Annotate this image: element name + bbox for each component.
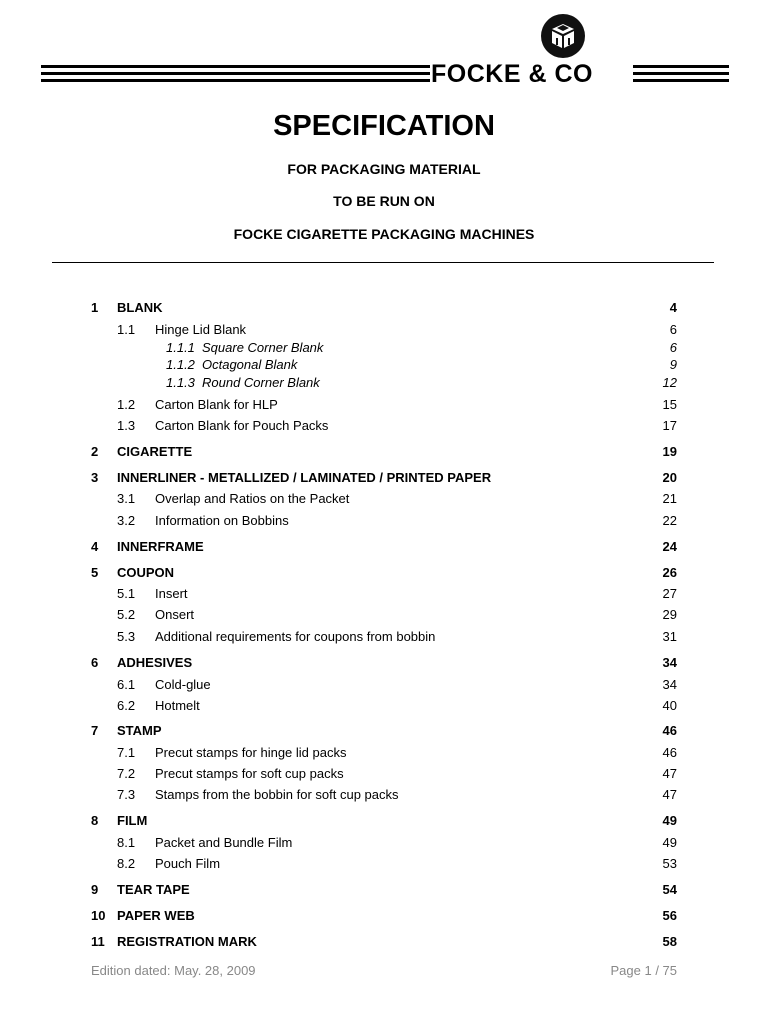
toc-entry[interactable] [0,834,768,852]
toc-entry-title: Carton Blank for Pouch Packs [155,418,329,433]
toc-entry-title: REGISTRATION MARK [117,934,257,949]
toc-entry-page: 22 [662,513,677,528]
toc-entry-page: 9 [669,357,677,372]
toc-entry-number: 4 [91,539,99,554]
toc-entry-title: FILM [117,813,148,828]
toc-entry-page: 6 [669,340,677,355]
header-rule-left [41,65,430,83]
document-title: SPECIFICATION [273,110,495,142]
toc-entry-number: 5.2 [117,607,136,622]
toc-entry-title: Packet and Bundle Film [155,835,293,850]
toc-entry-number: 10 [91,908,106,923]
toc-entry-page: 12 [662,375,677,390]
toc-entry-title: BLANK [117,300,163,315]
toc-entry-title: Stamps from the bobbin for soft cup packs [155,787,399,802]
toc-entry-number: 1 [91,300,99,315]
toc-entry[interactable] [0,765,768,783]
toc-entry[interactable] [0,722,768,740]
toc-entry-number: 7.2 [117,766,136,781]
toc-entry-title: Hinge Lid Blank [155,322,247,337]
toc-entry[interactable] [0,676,768,694]
title-divider [52,262,714,263]
toc-entry[interactable] [0,881,768,899]
toc-entry-page: 26 [662,565,677,580]
toc-entry[interactable] [0,490,768,508]
toc-entry[interactable] [0,933,768,951]
toc-entry-page: 40 [662,698,677,713]
toc-entry-title: ADHESIVES [117,655,193,670]
toc-entry[interactable] [0,564,768,582]
toc-entry-number: 7 [91,723,99,738]
toc-entry-title: Additional requirements for coupons from bobbin [155,629,436,644]
toc-entry-page: 20 [662,470,677,485]
toc-entry-title: Pouch Film [155,856,221,871]
toc-entry[interactable] [0,697,768,715]
toc-entry[interactable] [0,812,768,830]
toc-entry-page: 53 [662,856,677,871]
toc-entry-title: INNERLINER - METALLIZED / LAMINATED / PRINTED PAPER [117,470,492,485]
toc-entry-title: Octagonal Blank [202,357,298,372]
toc-entry-title: Carton Blank for HLP [155,397,278,412]
toc-entry-title: Square Corner Blank [202,340,324,355]
toc-entry[interactable] [0,585,768,603]
toc-entry-page: 58 [662,934,677,949]
toc-entry[interactable] [0,786,768,804]
brand-name: FOCKE & CO [431,60,593,88]
toc-entry[interactable] [0,606,768,624]
toc-entry[interactable] [0,744,768,762]
toc-entry-page: 34 [662,655,677,670]
toc-entry-page: 17 [662,418,677,433]
toc-entry-page: 56 [662,908,677,923]
toc-entry-number: 1.1.2 [166,357,195,372]
toc-entry-number: 5 [91,565,99,580]
header-rule-right [633,65,729,83]
toc-entry[interactable] [0,538,768,556]
toc-entry-title: Round Corner Blank [202,375,320,390]
toc-entry-page: 46 [662,723,677,738]
subtitle-line-3: FOCKE CIGARETTE PACKAGING MACHINES [233,226,535,242]
company-logo-icon [541,14,585,58]
toc-entry-number: 5.1 [117,586,136,601]
toc-entry-title: Overlap and Ratios on the Packet [155,491,350,506]
toc-entry[interactable] [0,443,768,461]
toc-entry[interactable] [0,339,768,357]
toc-entry[interactable] [0,512,768,530]
toc-entry-title: PAPER WEB [117,908,195,923]
toc-entry-title: CIGARETTE [117,444,193,459]
toc-entry-number: 1.1.1 [166,340,195,355]
toc-entry[interactable] [0,417,768,435]
toc-entry-page: 49 [662,835,677,850]
toc-entry[interactable] [0,469,768,487]
toc-entry-number: 1.1 [117,322,136,337]
toc-entry[interactable] [0,299,768,317]
toc-entry-title: Precut stamps for hinge lid packs [155,745,347,760]
toc-entry-page: 31 [662,629,677,644]
toc-entry-title: INNERFRAME [117,539,204,554]
toc-entry-number: 6 [91,655,99,670]
toc-entry-number: 8 [91,813,99,828]
toc-entry-number: 2 [91,444,99,459]
toc-entry-title: Cold-glue [155,677,211,692]
subtitle-line-1: FOR PACKAGING MATERIAL [287,161,481,177]
toc-entry-number: 11 [91,934,105,949]
toc-entry-page: 34 [662,677,677,692]
toc-entry-title: Insert [155,586,188,601]
toc-entry-number: 1.2 [117,397,136,412]
toc-entry-number: 5.3 [117,629,136,644]
toc-entry[interactable] [0,907,768,925]
toc-entry-page: 29 [662,607,677,622]
toc-entry-title: COUPON [117,565,175,580]
toc-entry-title: Precut stamps for soft cup packs [155,766,344,781]
toc-entry-page: 27 [662,586,677,601]
toc-entry[interactable] [0,654,768,672]
toc-entry-number: 8.1 [117,835,136,850]
toc-entry-page: 46 [662,745,677,760]
toc-entry-page: 19 [662,444,677,459]
toc-entry-number: 3.2 [117,513,136,528]
toc-entry-number: 7.1 [117,745,136,760]
toc-entry-number: 9 [91,882,99,897]
toc-entry[interactable] [0,321,768,339]
toc-entry-page: 49 [662,813,677,828]
toc-entry-title: Information on Bobbins [155,513,289,528]
toc-entry-page: 21 [662,491,677,506]
toc-entry-title: TEAR TAPE [117,882,190,897]
toc-entry-page: 15 [662,397,677,412]
toc-entry-number: 7.3 [117,787,136,802]
edition-date: Edition dated: May. 28, 2009 [91,963,256,978]
toc-entry-page: 24 [662,539,677,554]
subtitle-line-2: TO BE RUN ON [333,193,435,209]
toc-entry-number: 3 [91,470,99,485]
toc-entry-title: Onsert [155,607,195,622]
toc-entry-page: 4 [669,300,677,315]
toc-entry-title: Hotmelt [155,698,200,713]
toc-entry-number: 6.1 [117,677,136,692]
toc-entry-page: 47 [662,766,677,781]
toc-entry-page: 54 [662,882,677,897]
toc-entry-number: 8.2 [117,856,136,871]
toc-entry[interactable] [0,628,768,646]
toc-entry[interactable] [0,396,768,414]
page-number: Page 1 / 75 [610,963,677,978]
toc-entry[interactable] [0,374,768,392]
toc-entry-title: STAMP [117,723,162,738]
toc-entry-number: 3.1 [117,491,136,506]
toc-entry-page: 6 [669,322,677,337]
toc-entry[interactable] [0,855,768,873]
toc-entry-number: 1.3 [117,418,136,433]
toc-entry-number: 6.2 [117,698,136,713]
toc-entry-page: 47 [662,787,677,802]
toc-entry[interactable] [0,356,768,374]
toc-entry-number: 1.1.3 [166,375,195,390]
